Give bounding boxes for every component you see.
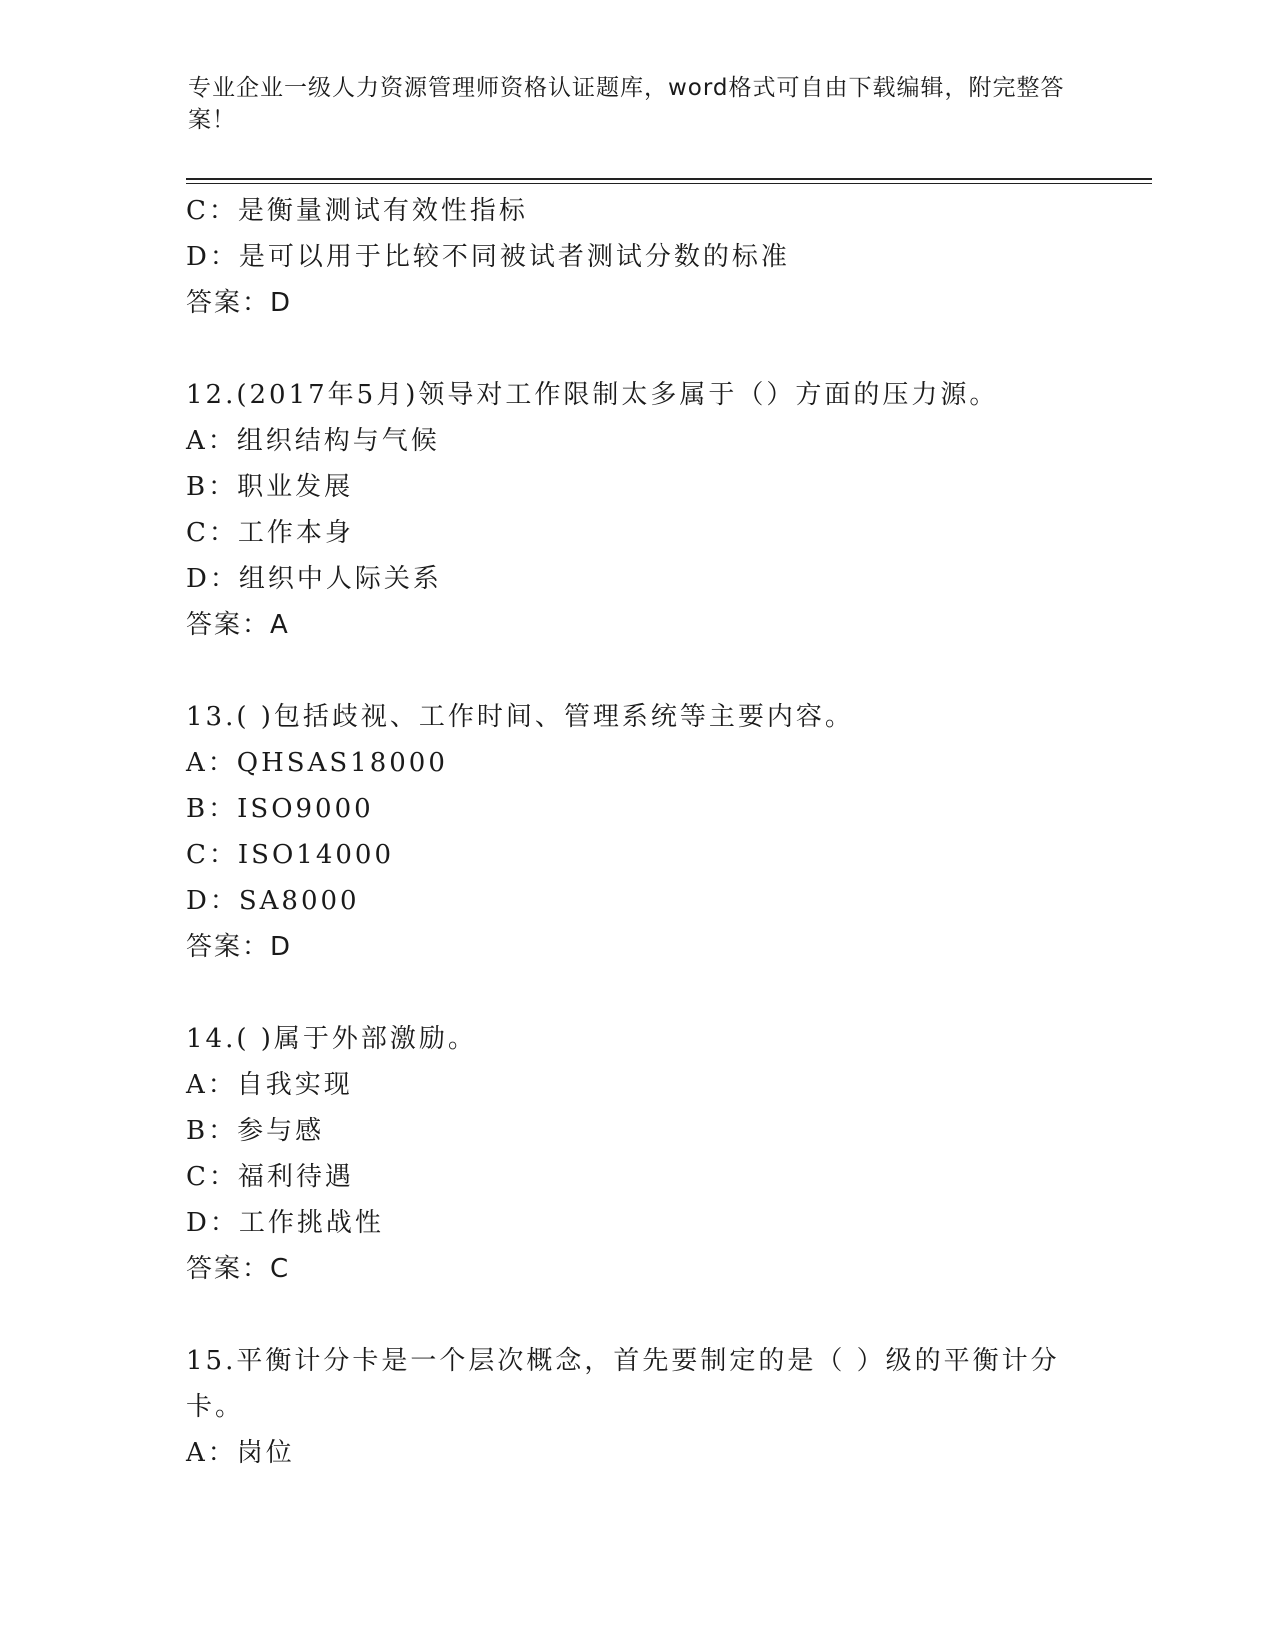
question-block-11 [186, 188, 1086, 326]
answer-line: 答案：D [186, 288, 293, 318]
option-d: D：是可以用于比较不同被试者测试分数的标准 [186, 242, 790, 272]
option-b: B：ISO9000 [186, 794, 374, 824]
header-rule-thin [186, 183, 1152, 184]
question-block-14 [186, 1016, 1086, 1292]
question-block-13 [186, 694, 1086, 970]
question-stem: 12.(2017年5月)领导对工作限制太多属于（）方面的压力源。 [186, 380, 999, 410]
question-stem-line-2: 卡。 [186, 1392, 245, 1422]
page-header: 专业企业一级人力资源管理师资格认证题库，word格式可自由下载编辑，附完整答案！ [188, 75, 1065, 133]
option-d: D：组织中人际关系 [186, 564, 442, 594]
option-c: C：工作本身 [186, 518, 354, 548]
question-block-15 [186, 1338, 1086, 1476]
question-list [186, 188, 1086, 1476]
option-c: C：福利待遇 [186, 1162, 354, 1192]
question-gap [186, 326, 1086, 372]
question-gap [186, 970, 1086, 1016]
answer-line: 答案：C [186, 1254, 291, 1284]
answer-line: 答案：A [186, 610, 290, 640]
option-d: D：SA8000 [186, 886, 360, 916]
option-b: B：参与感 [186, 1116, 325, 1146]
answer-line: 答案：D [186, 932, 293, 962]
option-d: D：工作挑战性 [186, 1208, 384, 1238]
question-gap [186, 1292, 1086, 1338]
option-a: A：组织结构与气候 [186, 426, 440, 456]
option-c: C：ISO14000 [186, 840, 395, 870]
question-stem-line-1: 15.平衡计分卡是一个层次概念，首先要制定的是（ ）级的平衡计分 [186, 1346, 1060, 1376]
option-a: A：岗位 [186, 1438, 295, 1468]
header-rule-thick [186, 178, 1152, 180]
option-a: A：自我实现 [186, 1070, 353, 1100]
question-gap [186, 648, 1086, 694]
option-b: B：职业发展 [186, 472, 354, 502]
question-stem: 13.( )包括歧视、工作时间、管理系统等主要内容。 [186, 702, 854, 732]
question-stem: 14.( )属于外部激励。 [186, 1024, 477, 1054]
question-block-12 [186, 372, 1086, 648]
option-a: A：QHSAS18000 [186, 748, 448, 778]
option-c: C：是衡量测试有效性指标 [186, 196, 528, 226]
